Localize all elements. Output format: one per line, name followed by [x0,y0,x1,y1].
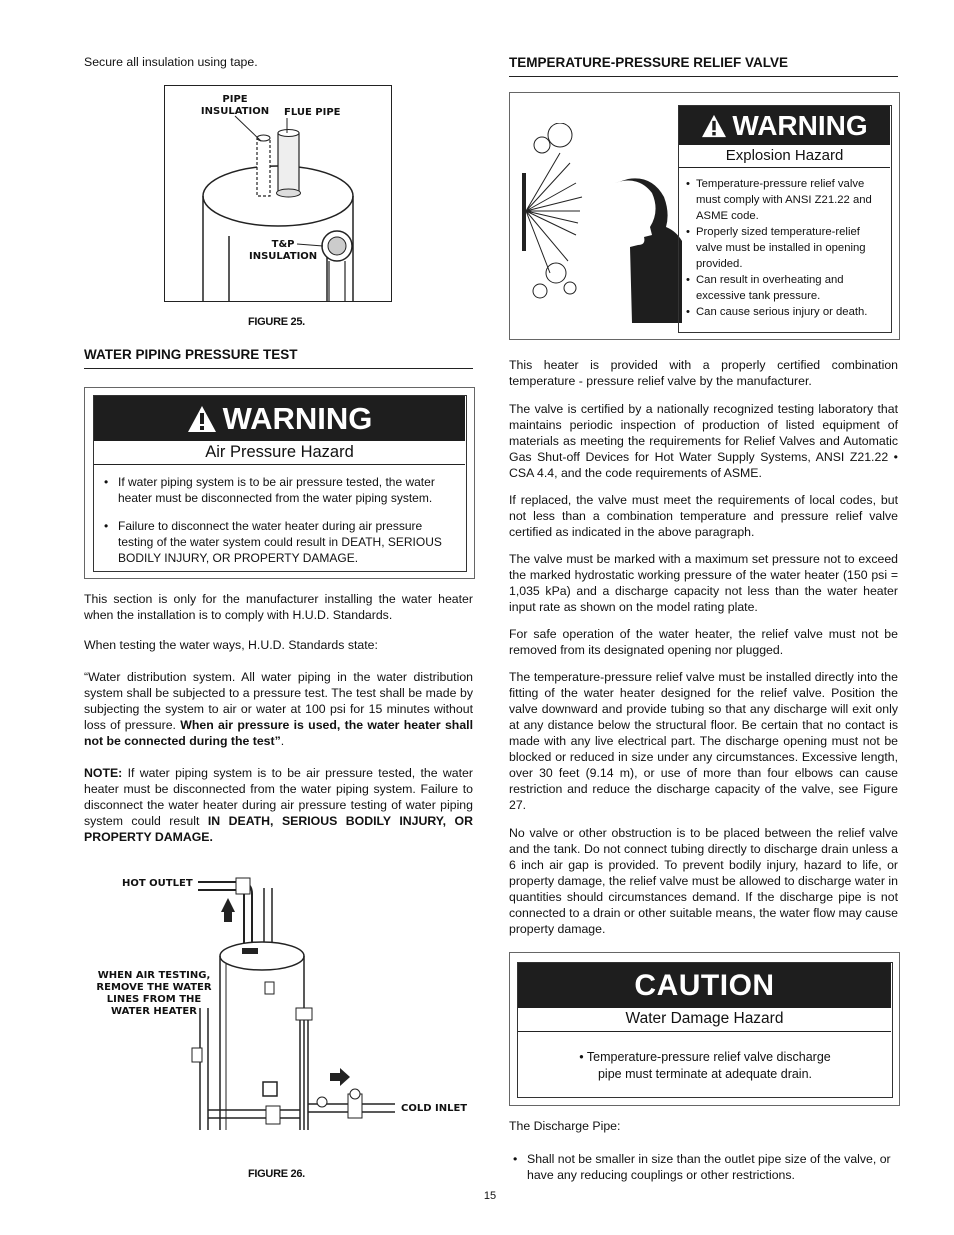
warning-title: WARNING [732,109,868,141]
figure-25-drawing [165,86,391,301]
warning-subtitle: Explosion Hazard [679,148,890,168]
caution-banner: CAUTION [518,963,891,1008]
page-number: 15 [483,1190,497,1202]
body-paragraph: The temperature-pressure relief valve must be installed directly into the fitting of the water heater designed for the relief valve. Position the valve downward and provide tubing so that any discharge will exit only at any distance below the structural floor. Be certain that no contact is made with any live electrical part. The discharge opening must not be blocked or reduced in size under any circumstances. Excessive length, over 30 feet (9.14 m), or use of more than four elbows can cause restriction and reduce the discharge capacity of the valve, see Figure 27. [509,670,898,812]
note-paragraph [84,765,473,845]
hud-intro-paragraph: This section is only for the manufacturer installing the water heater when the installation is to comply with H.U.D. Standards. [84,592,473,622]
warning-triangle-icon [701,114,727,138]
warning-title: WARNING [222,400,373,436]
caution-subtitle: Water Damage Hazard [518,1011,891,1032]
hud-standards-paragraph: When testing the water ways, H.U.D. Standards state: [84,638,378,652]
body-paragraph: For safe operation of the water heater, the relief valve must not be removed from its designated opening nor plugged. [509,627,898,657]
tp-valve-heading: TEMPERATURE-PRESSURE RELIEF VALVE [509,55,789,70]
caution-box [509,952,900,1106]
hot-outlet-label: HOT OUTLET [122,878,193,889]
body-paragraph: No valve or other obstruction is to be placed between the relief valve and the tank. Do not connect tubing directly to discharge drain unless a 6 inch air gap is provided. To prevent bodily injury, hazard to life, or property damage, the relief valve must be allowed to discharge water in quantities should circumstances demand. If the discharge pipe is not connected to a drain or other suitable means, the water flow may cause property damage. [509,826,898,936]
insulation-note: Secure all insulation using tape. [84,55,258,69]
heading-rule [84,368,473,369]
explosion-warning-box [509,92,900,340]
explosion-person-icon [520,123,682,323]
note-label: NOTE: [84,766,123,780]
note-text: If water piping system is to be air pressure tested, the water heater must be disconnected from the water piping system. Failure to disconnect the water heater during air pressure testing of water piping system could result [84,766,473,828]
note-bold-text: IN DEATH, SERIOUS BODILY INJURY, OR PROPERTY DAMAGE. [84,814,473,844]
water-piping-heading: WATER PIPING PRESSURE TEST [84,347,298,362]
figure-25-caption: FIGURE 25. [248,316,305,328]
caution-bullet: • Temperature-pressure relief valve discharge pipe must terminate at adequate drain. [579,1050,831,1081]
pipe-insulation-label: PIPE INSULATION [200,94,270,117]
tp-insulation-label: T&P INSULATION [249,239,318,262]
discharge-bullet: • Shall not be smaller in size than the outlet pipe size of the valve, or have any reducing couplings or other restrictions. [509,1151,898,1183]
warning-bullet: • Can cause serious injury or death. [682,304,884,320]
warning-banner [679,106,890,145]
warning-triangle-icon [187,405,217,433]
body-paragraph: If replaced, the valve must meet the requirements of local codes, but not less than a combination temperature and pressure relief valve certified as indicated in the above paragraph. [509,493,898,539]
quote-end: . [280,734,285,748]
body-paragraph: The valve is certified by a nationally recognized testing laboratory that maintains periodic inspection of production of listed equipment of materials as meeting the requirements for Relief Valves and Automatic Gas Shut-off Devices for Hot Water Supply Systems, ANSI Z21.22 • CSA 4.4, and the code requirements of ASME. [509,402,898,480]
figure-26 [90,868,470,1138]
warning-subtitle: Air Pressure Hazard [94,444,465,465]
figure-25 [164,85,392,302]
discharge-bullet-list [509,1151,898,1183]
heading-rule [509,76,898,77]
hud-quote-paragraph [84,669,473,749]
quote-bold-text: When air pressure is used, the water heater shall not be connected during the test” [84,718,473,748]
body-paragraph: This heater is provided with a properly certified combination temperature - pressure relief valve by the manufacturer. [509,358,898,388]
warning-bullet-list [100,474,455,566]
warning-bullet: • Properly sized temperature-relief valve must be installed in opening provided. [682,224,884,272]
air-pressure-warning-box [84,387,475,579]
warning-bullet: • Failure to disconnect the water heater during air pressure testing of the water system could result in DEATH, SERIOUS BODILY INJURY, OR PROPERTY DAMAGE. [100,518,455,566]
warning-bullet: • If water piping system is to be air pressure tested, the water heater must be disconnected from the water piping system. [100,474,455,506]
cold-inlet-label: COLD INLET [401,1103,468,1114]
warning-banner [94,396,465,441]
warning-bullet: • Temperature-pressure relief valve must comply with ANSI Z21.22 and ASME code. [682,176,884,224]
warning-bullet-list [682,176,884,320]
discharge-heading: The Discharge Pipe: [509,1119,621,1133]
figure-26-caption: FIGURE 26. [248,1168,305,1180]
warning-bullet: • Can result in overheating and excessive tank pressure. [682,272,884,304]
quote-text: “Water distribution system. All water piping in the water distribution system shall be subjected to a pressure test. The test shall be made by subjecting the system to air or water at 100 psi for 15 minutes without loss of pressure. [84,670,473,732]
flue-pipe-label: FLUE PIPE [284,107,341,118]
body-paragraph: The valve must be marked with a maximum set pressure not to exceed the marked hydrostatic working pressure of the water heater (150 psi = 1,035 kPa) and a discharge capacity not less than the water heater input rate as shown on the model rating plate. [509,552,898,614]
air-testing-label: WHEN AIR TESTING, REMOVE THE WATER LINES FROM THE WATER HEATER [96,970,212,1017]
